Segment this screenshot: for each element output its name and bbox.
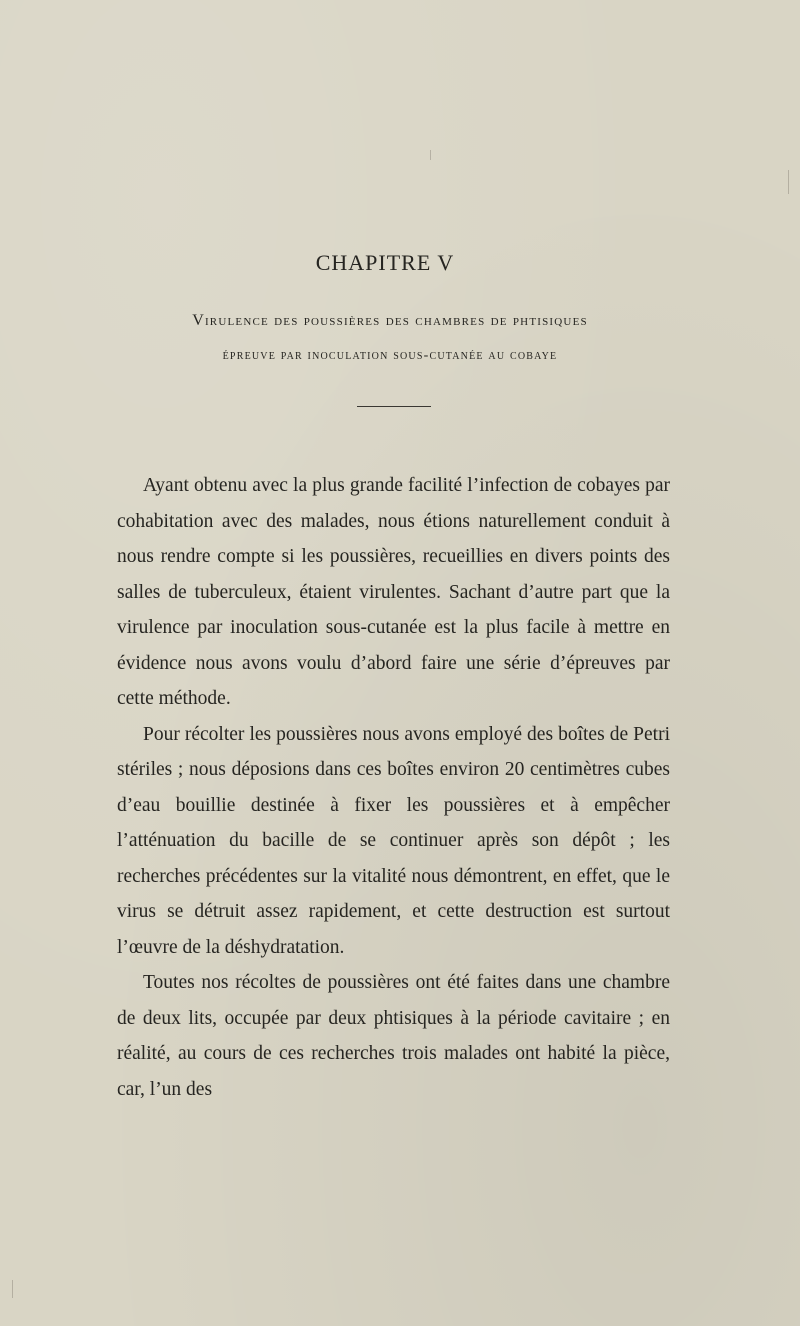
paragraph-3: Toutes nos récoltes de poussières ont été faites dans une chambre de deux lits, occupée par deux phtisiques à la période cavitaire ; en réalité, au cours de ces recherches trois malades ont habité la pièce, car, l’un des <box>117 972 670 1100</box>
section-divider <box>357 406 431 407</box>
body-text <box>117 468 670 1107</box>
paper-blemish <box>12 1280 13 1298</box>
paper-blemish <box>430 150 431 160</box>
chapter-subtitle-line-2: épreuve par inoculation sous-cutanée au cobaye <box>222 348 558 363</box>
paragraph-1: Ayant obtenu avec la plus grande facilité l’infection de cobayes par cohabitation avec des malades, nous étions naturellement conduit à nous rendre compte si les poussières, recueillies en divers points des salles de tuberculeux, étaient virulentes. Sachant d’autre part que la virulence par inoculation sous-cutanée est la plus facile à mettre en évidence nous avons voulu d’abord faire une série d’épreuves par cette méthode. <box>117 475 670 709</box>
paper-blemish <box>788 170 789 194</box>
chapter-subtitle-line-1: Virulence des poussières des chambres de phtisiques <box>192 312 588 329</box>
chapter-title: CHAPITRE V <box>315 250 455 275</box>
paragraph-2: Pour récolter les poussières nous avons employé des boîtes de Petri stériles ; nous déposions dans ces boîtes environ 20 centimètres cubes d’eau bouillie destinée à fixer les poussières et à empêcher l’atténuation du bacille de se continuer après son dépôt ; les recherches précédentes sur la vitalité nous démontrent, en effet, que le virus se détruit assez rapidement, et cette destruction est surtout l’œuvre de la déshydratation. <box>117 723 670 958</box>
